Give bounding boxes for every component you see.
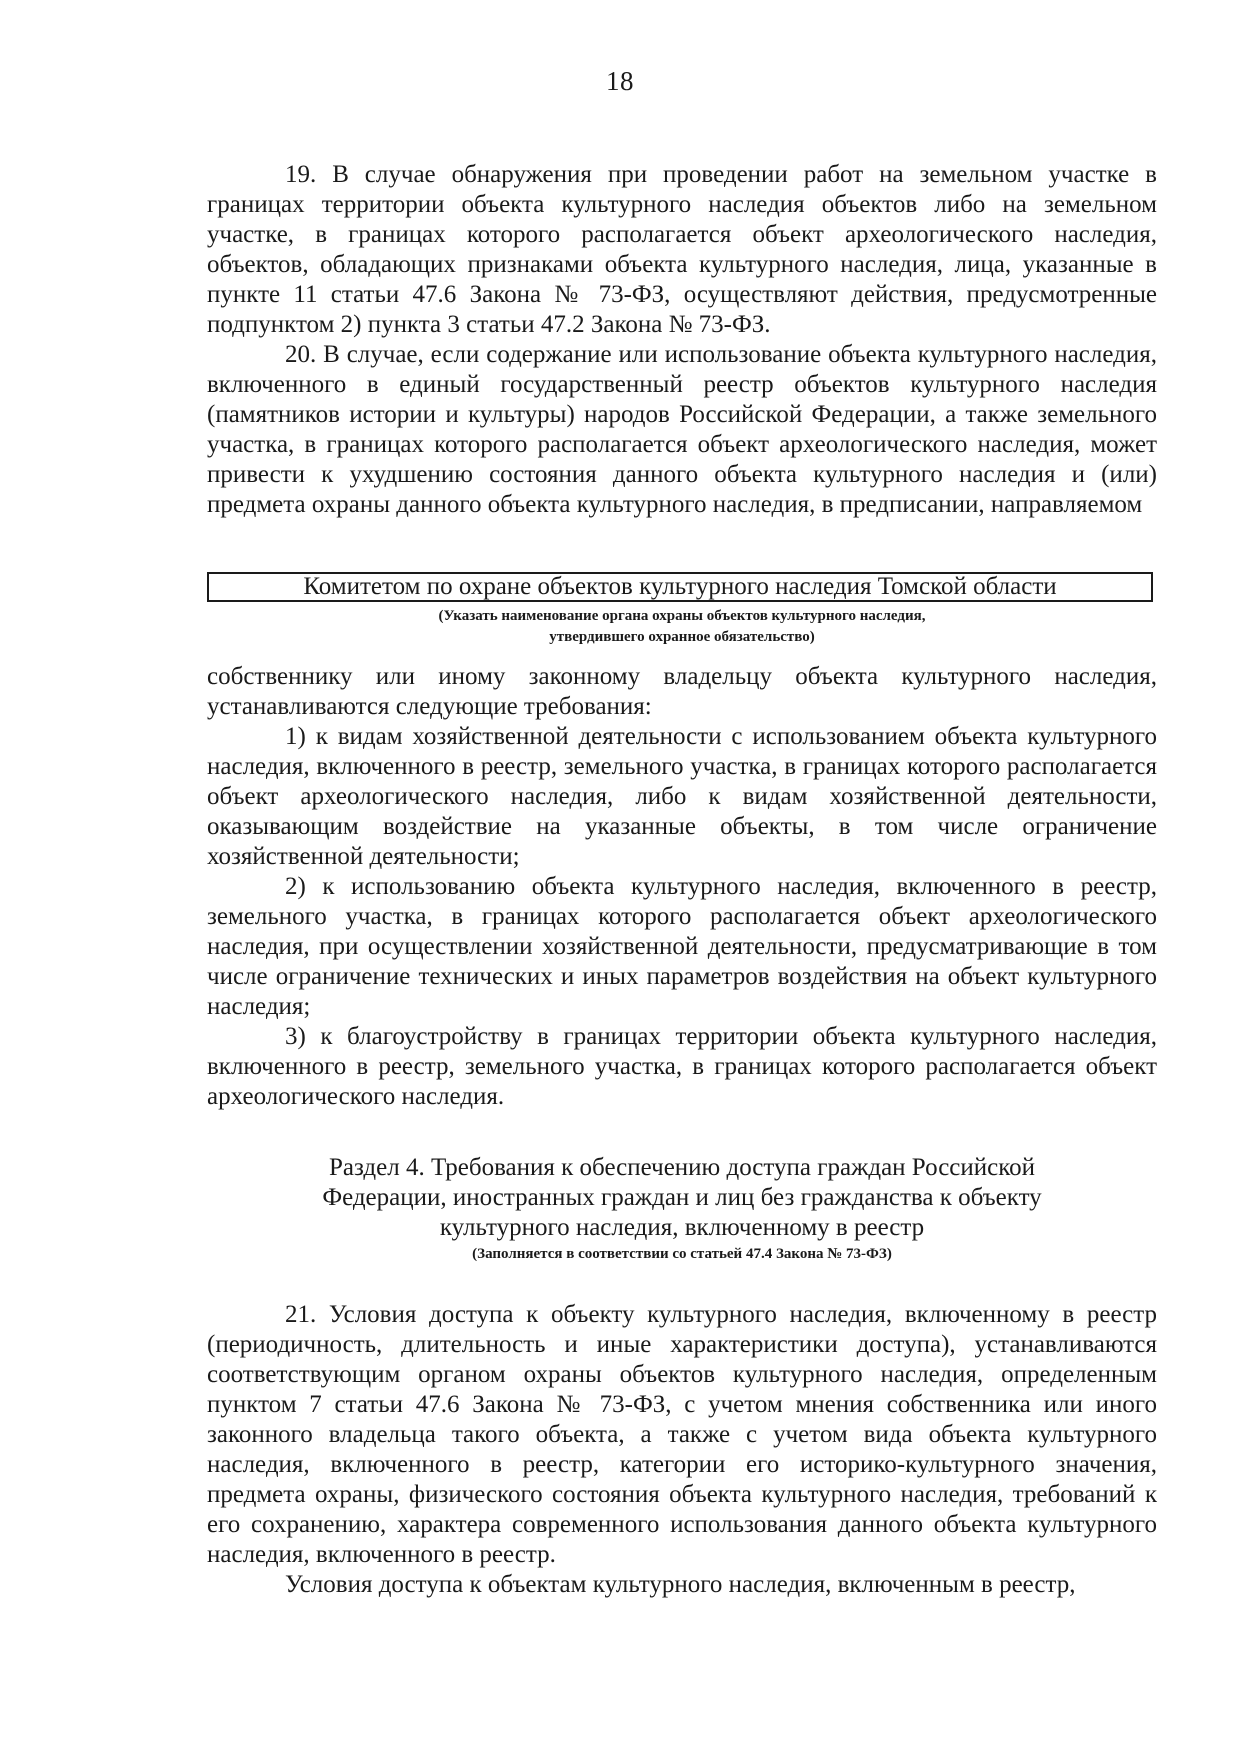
authority-note-line-1: (Указать наименование органа охраны объектов культурного наследия, — [438, 608, 926, 624]
paragraph-21: 21. Условия доступа к объекту культурного наследия, включенному в реестр (периодичность, длительность и иные характеристики доступа), устанавливаются соответствующим органом охраны объектов культурного наследия, определенным пунктом 7 статьи 47.6 Закона № 73-ФЗ, с учетом мнения собственника или иного законного владельца такого объекта, а также с учетом вида объекта культурного наследия, включенного в реестр, категории его историко-культурного значения, предмета охраны, физического состояния объекта культурного наследия, требований к его сохранению, характера современного использования данного объекта культурного наследия, включенного в реестр. — [207, 1301, 1157, 1568]
paragraph-21-continuation: Условия доступа к объектам культурного наследия, включенным в реестр, — [285, 1571, 1076, 1598]
section-4-heading-line-2: Федерации, иностранных граждан и лиц без гражданства к объекту — [322, 1184, 1042, 1211]
requirement-item-1: 1) к видам хозяйственной деятельности с использованием объекта культурного наследия, включенного в реестр, земельного участка, в границах которого располагается объект археологического наследия, либо к видам хозяйственной деятельности, оказывающим воздействие на указанные объекты, в том числе ограничение хозяйственной деятельности; — [207, 723, 1157, 870]
section-4-heading-line-3: культурного наследия, включенному в реестр — [439, 1214, 925, 1241]
paragraph-21-block — [207, 1300, 1157, 1600]
paragraph-20-continuation: собственнику или иному законному владельцу объекта культурного наследия, устанавливаются следующие требования: — [207, 663, 1157, 720]
authority-name-box: Комитетом по охране объектов культурного наследия Томской области — [207, 572, 1153, 602]
requirements-block — [207, 662, 1157, 1112]
section-4-heading — [207, 1153, 1157, 1243]
paragraph-19-block — [207, 160, 1157, 340]
requirement-item-2: 2) к использованию объекта культурного наследия, включенного в реестр, земельного участка, в границах которого располагается объект археологического наследия, при осуществлении хозяйственной деятельности, предусматривающие в том числе ограничение технических и иных параметров воздействия на объект культурного наследия; — [207, 873, 1157, 1020]
paragraph-19: 19. В случае обнаружения при проведении работ на земельном участке в границах территории объекта культурного наследия объектов либо на земельном участке, в границах которого располагается объект археологического наследия, объектов, обладающих признаками объекта культурного наследия, лица, указанные в пункте 11 статьи 47.6 Закона № 73-ФЗ, осуществляют действия, предусмотренные подпунктом 2) пункта 3 статьи 47.2 Закона № 73-ФЗ. — [207, 161, 1157, 338]
paragraph-20-block — [207, 340, 1157, 520]
requirement-item-3: 3) к благоустройству в границах территории объекта культурного наследия, включенного в реестр, земельного участка, в границах которого располагается объект археологического наследия. — [207, 1023, 1157, 1110]
authority-note-line-2: утвердившего охранное обязательство) — [549, 629, 815, 645]
page-number: 18 — [606, 66, 634, 96]
paragraph-20: 20. В случае, если содержание или использование объекта культурного наследия, включенного в единый государственный реестр объектов культурного наследия (памятников истории и культуры) народов Российской Федерации, а также земельного участка, в границах которого располагается объект археологического наследия, может привести к ухудшению состояния данного объекта культурного наследия и (или) предмета охраны данного объекта культурного наследия, в предписании, направляемом — [207, 341, 1157, 518]
section-4-heading-line-1: Раздел 4. Требования к обеспечению доступа граждан Российской — [328, 1154, 1036, 1181]
section-4-note: (Заполняется в соответствии со статьей 47.4 Закона № 73-ФЗ) — [472, 1246, 892, 1262]
authority-note — [207, 606, 1157, 648]
